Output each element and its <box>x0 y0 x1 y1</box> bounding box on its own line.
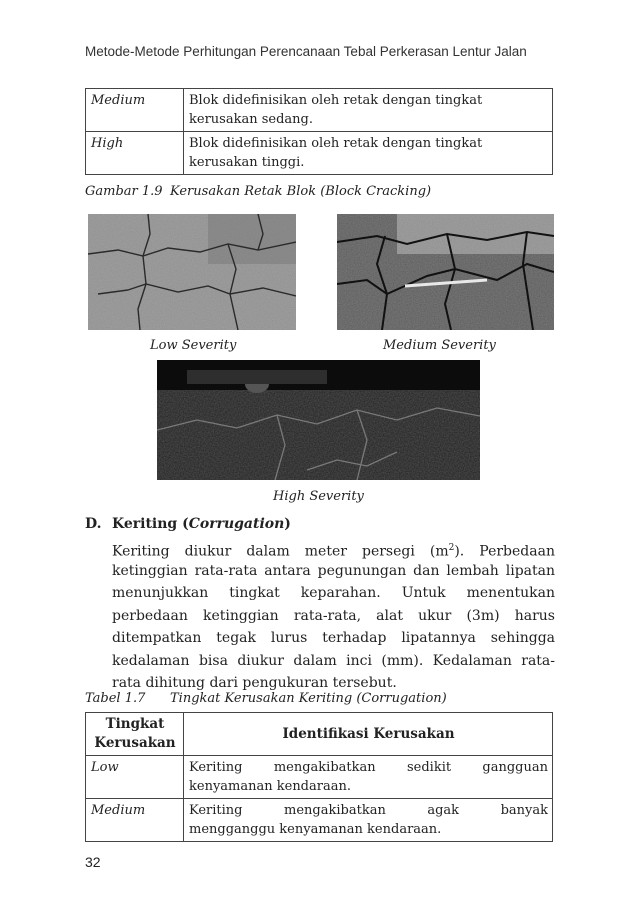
section-title-text: Keriting ( <box>112 516 189 532</box>
section-heading <box>85 516 291 532</box>
section-title-close: ) <box>284 516 291 532</box>
section-title-italic: Corrugation <box>188 516 285 532</box>
table-block-cracking-severity <box>85 88 553 175</box>
severity-description <box>184 132 553 175</box>
running-header: Metode-Metode Perhitungan Perencanaan Tebal Perkerasan Lentur Jalan <box>85 44 527 59</box>
description-line: Keriting mengakibatkan agak banyak <box>189 803 548 818</box>
paragraph-line: ketinggian rata-rata antara pegunungan dan lembah lipatan <box>112 562 555 579</box>
table-header-row <box>86 713 553 756</box>
section-letter: D. <box>85 516 102 532</box>
paragraph-line <box>112 537 555 560</box>
severity-description <box>184 799 553 842</box>
description-line: mengganggu kenyamanan kendaraan. <box>189 822 442 837</box>
superscript: 2 <box>448 543 455 553</box>
photo-low-severity <box>88 214 296 330</box>
header-line: Tingkat <box>105 716 165 732</box>
paragraph-line: kedalaman bisa diukur dalam inci (mm). Kedalaman rata- <box>112 652 555 669</box>
figure-title: Kerusakan Retak Blok (Block Cracking) <box>170 184 432 199</box>
table-title: Tingkat Kerusakan Keriting (Corrugation) <box>170 691 447 706</box>
table-caption <box>85 691 447 706</box>
column-header-description: Identifikasi Kerusakan <box>184 713 553 756</box>
column-header-level <box>86 713 184 756</box>
description-line: kerusakan sedang. <box>189 112 313 127</box>
label-medium-severity: Medium Severity <box>383 338 496 353</box>
section-paragraph <box>112 537 555 695</box>
severity-level: Medium <box>86 89 184 132</box>
description-line: Blok didefinisikan oleh retak dengan tingkat <box>189 93 483 108</box>
table-number: Tabel 1.7 <box>85 691 146 706</box>
description-line: Keriting mengakibatkan sedikit gangguan <box>189 760 548 775</box>
paragraph-line: rata dihitung dari pengukuran tersebut. <box>112 675 397 691</box>
section-title <box>112 516 291 532</box>
label-low-severity: Low Severity <box>150 338 237 353</box>
table-corrugation-severity <box>85 712 553 842</box>
severity-description <box>184 89 553 132</box>
photo-medium-severity <box>337 214 554 330</box>
figure-number: Gambar 1.9 <box>85 184 163 199</box>
line-text-tail: ). Perbedaan <box>454 543 555 560</box>
paragraph-line: perbedaan ketinggian rata-rata, alat ukur (3m) harus <box>112 607 555 624</box>
table-row <box>86 89 553 132</box>
paragraph-line: ditempatkan tegak lurus terhadap lipatannya sehingga <box>112 630 555 646</box>
page-number: 32 <box>85 854 101 870</box>
line-text: Keriting diukur dalam meter persegi (m <box>112 543 449 560</box>
description-line: Blok didefinisikan oleh retak dengan tingkat <box>189 136 483 151</box>
severity-level: Low <box>86 756 184 799</box>
description-line: kerusakan tinggi. <box>189 155 305 170</box>
label-high-severity: High Severity <box>273 489 364 504</box>
header-line: Kerusakan <box>94 735 176 751</box>
paragraph-line: menunjukkan tingkat keparahan. Untuk menentukan <box>112 585 555 601</box>
severity-level: High <box>86 132 184 175</box>
severity-level: Medium <box>86 799 184 842</box>
severity-description <box>184 756 553 799</box>
table-row <box>86 132 553 175</box>
photo-high-severity <box>157 360 480 480</box>
description-line: kenyamanan kendaraan. <box>189 779 351 794</box>
table-row <box>86 799 553 842</box>
table-row <box>86 756 553 799</box>
figure-caption <box>85 184 431 199</box>
